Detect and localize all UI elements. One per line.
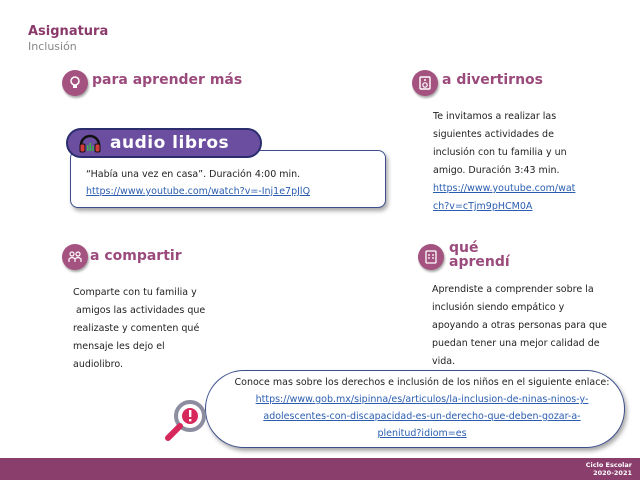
subject-title: Asignatura — [28, 24, 109, 39]
footer-cycle-years: 2020-2021 — [593, 469, 632, 477]
aprendi-line: apoyando a otras personas para que — [432, 320, 607, 331]
audio-description: “Había una vez en casa”. Duración 4:00 min. — [86, 169, 301, 180]
divertirnos-youtube-link[interactable]: ch?v=cTjm9pHCM0A — [433, 201, 533, 212]
aprendi-heading-line1: qué — [449, 240, 479, 256]
aprendi-text — [432, 281, 607, 371]
people-icon — [62, 244, 88, 270]
compartir-line: Comparte con tu familia y — [73, 287, 197, 298]
gob-mx-link[interactable]: https://www.gob.mx/sipinna/es/articulos/la-inclusion-de-ninas-ninos-y- — [255, 394, 589, 405]
divertirnos-line: amigo. Duración 3:43 min. — [433, 165, 560, 176]
lightbulb-icon — [62, 70, 88, 96]
aprendi-line: vida. — [432, 356, 456, 367]
checklist-icon — [418, 244, 444, 270]
audio-youtube-link[interactable]: https://www.youtube.com/watch?v=-Inj1e7pJlQ — [86, 186, 311, 197]
subject-subtitle: Inclusión — [28, 40, 77, 53]
section-heading-aprender: para aprender más — [92, 72, 243, 88]
compartir-line: audiolibro. — [73, 359, 123, 370]
speaker-icon — [412, 70, 438, 96]
gob-mx-link[interactable]: plenitud?idiom=es — [377, 428, 467, 439]
magnifier-alert-icon — [158, 398, 214, 444]
divertirnos-text — [433, 108, 575, 216]
rights-callout-text — [222, 374, 622, 442]
audio-books-badge — [66, 128, 262, 158]
audio-books-label: audio libros — [110, 133, 230, 153]
divertirnos-youtube-link[interactable]: https://www.youtube.com/wat — [433, 183, 576, 194]
section-heading-compartir: a compartir — [90, 248, 182, 264]
compartir-line: amigos las actividades que — [73, 305, 206, 316]
section-heading-divertirnos: a divertirnos — [442, 72, 543, 88]
divertirnos-line: siguientes actividades de — [433, 129, 554, 140]
compartir-line: mensaje les dejo el — [73, 341, 165, 352]
section-heading-aprendi — [449, 241, 510, 269]
aprendi-line: inclusión siendo empático y — [432, 302, 565, 313]
headphones-icon — [78, 133, 102, 153]
callout-intro: Conoce mas sobre los derechos e inclusión de los niños en el siguiente enlace: — [234, 377, 610, 388]
footer-cycle-label: Ciclo Escolar — [585, 461, 632, 469]
aprendi-line: Aprendiste a comprender sobre la — [432, 284, 594, 295]
divertirnos-line: Te invitamos a realizar las — [433, 111, 557, 122]
aprendi-line: puedan tener una mejor calidad de — [432, 338, 600, 349]
aprendi-heading-line2: aprendí — [449, 254, 510, 270]
compartir-text — [73, 284, 205, 374]
divertirnos-line: inclusión con tu familia y un — [433, 147, 567, 158]
gob-mx-link[interactable]: adolescentes-con-discapacidad-es-un-derecho-que-deben-gozar-a- — [263, 411, 581, 422]
compartir-line: realizaste y comenten qué — [73, 323, 200, 334]
footer-bar — [0, 458, 640, 480]
